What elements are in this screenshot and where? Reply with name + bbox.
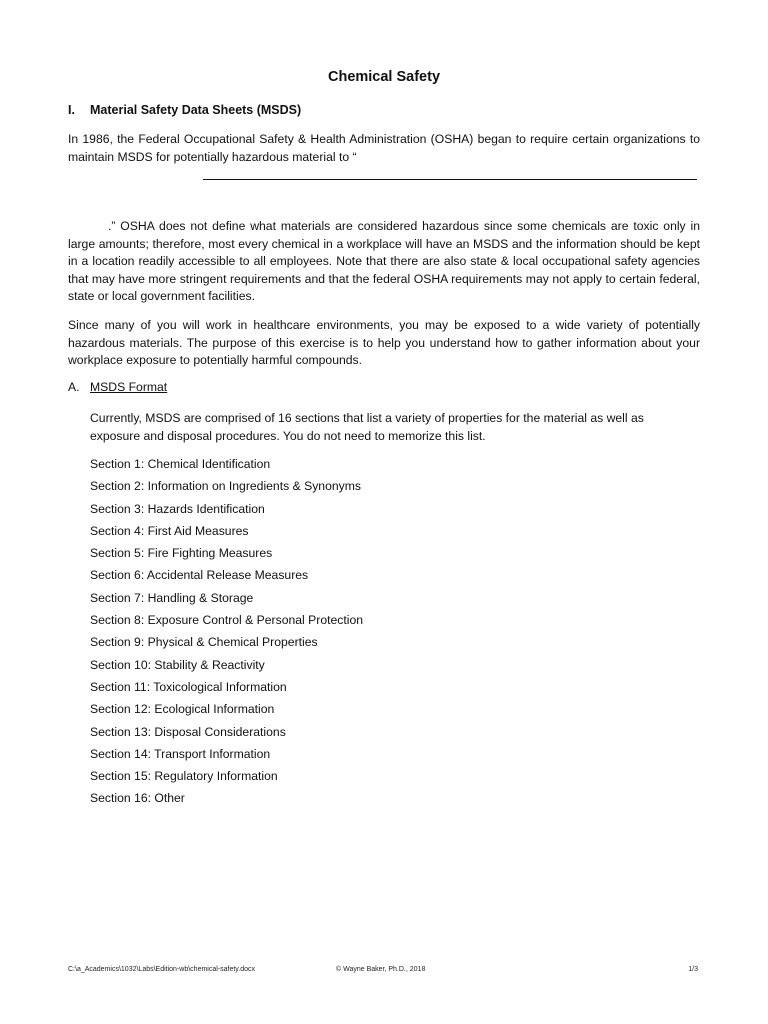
list-item: Section 10: Stability & Reactivity	[90, 657, 265, 672]
subsection-letter: A.	[68, 380, 80, 394]
list-item: Section 16: Other	[90, 791, 185, 806]
section-title: Material Safety Data Sheets (MSDS)	[90, 103, 302, 117]
list-item: Section 1: Chemical Identification	[90, 457, 271, 471]
list-item: Section 9: Physical & Chemical Properties	[90, 635, 318, 650]
section-number: I.	[68, 103, 75, 117]
page-title: Chemical Safety	[327, 69, 441, 85]
list-item: Section 7: Handling & Storage	[90, 590, 254, 605]
list-item: Section 15: Regulatory Information	[90, 769, 278, 784]
subsection-heading	[68, 380, 167, 394]
list-item: Section 2: Information on Ingredients & Synonyms	[90, 479, 361, 494]
intro-paragraph: In 1986, the Federal Occupational Safety & Health Administration (OSHA) began to require certain organizations to maintain MSDS for potentially hazardous material to “	[68, 132, 700, 164]
list-item: Section 14: Transport Information	[90, 746, 271, 761]
osha-paragraph: .” OSHA does not define what materials are considered hazardous since some chemicals are toxic only in large amounts; therefore, most every chemical in a workplace will have an MSDS and the information should be kept in a location readily accessible to all employees. Note that there are also state & local occupational safety agencies that may have more stringent requirements and that the federal OSHA requirements may not apply to certain federal, state or local government facilities.	[68, 219, 700, 303]
list-item: Section 12: Ecological Information	[90, 702, 275, 717]
footer-file-path: C:\a_Academics\1032\Labs\Edition-wb\chemical-safety.docx	[68, 966, 256, 973]
msds-section-list	[90, 456, 363, 813]
list-item: Section 11: Toxicological Information	[90, 679, 287, 694]
footer-page-number: 1/3	[688, 966, 698, 973]
list-item: Section 13: Disposal Considerations	[90, 724, 286, 739]
subsection-title: MSDS Format	[90, 380, 168, 394]
list-item: Section 5: Fire Fighting Measures	[90, 546, 273, 561]
list-item: Section 4: First Aid Measures	[90, 523, 249, 538]
list-item: Section 6: Accidental Release Measures	[90, 568, 309, 583]
fill-in-blank-line	[203, 179, 697, 180]
section-heading	[68, 103, 301, 117]
list-item: Section 3: Hazards Identification	[90, 501, 265, 516]
footer-copyright: © Wayne Baker, Ph.D., 2018	[336, 966, 426, 973]
msds-format-description: Currently, MSDS are comprised of 16 sections that list a variety of properties for the material as well as exposure and disposal procedures. You do not need to memorize this list.	[90, 411, 644, 443]
purpose-paragraph: Since many of you will work in healthcare environments, you may be exposed to a wide variety of potentially hazardous materials. The purpose of this exercise is to help you understand how to gather information about your workplace exposure to potentially harmful compounds.	[68, 318, 700, 367]
list-item: Section 8: Exposure Control & Personal Protection	[90, 613, 364, 628]
page-footer	[0, 966, 768, 980]
